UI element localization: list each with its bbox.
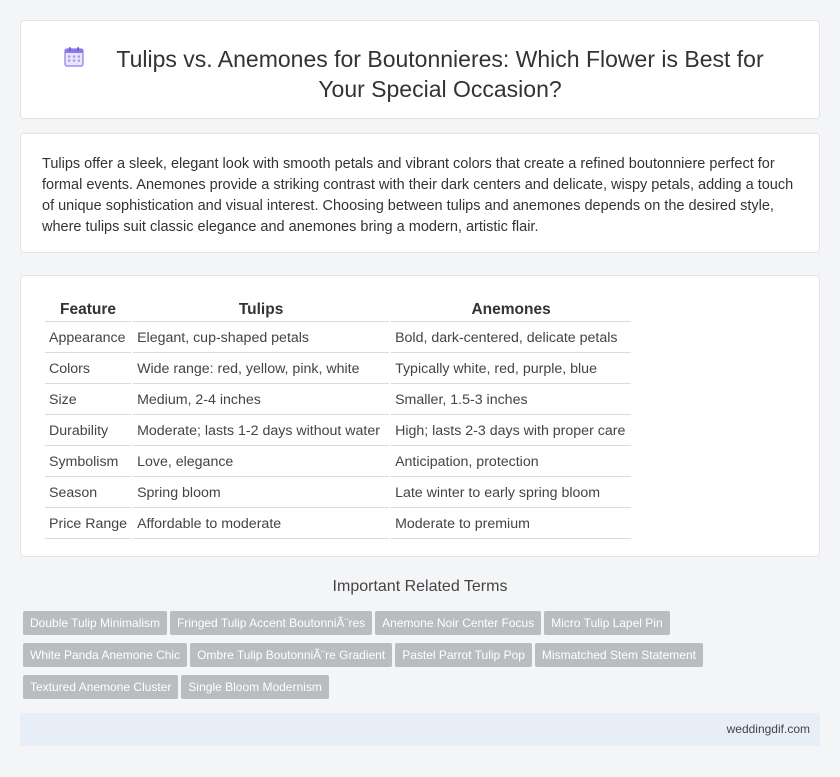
related-term-tag[interactable]: Textured Anemone Cluster [23,675,178,699]
related-term-tag[interactable]: Double Tulip Minimalism [23,611,167,635]
table-cell: Season [45,479,131,508]
table-cell: Colors [45,355,131,384]
page-title: Tulips vs. Anemones for Boutonnieres: Which Flower is Best for Your Special Occasion? [116,46,764,102]
table-cell: Size [45,386,131,415]
table-cell: Medium, 2-4 inches [133,386,389,415]
title-card [20,20,820,119]
related-term-tag[interactable]: Fringed Tulip Accent BoutonniÃ¨res [170,611,372,635]
table-row [45,355,631,384]
table-row [45,510,631,539]
table-cell: Affordable to moderate [133,510,389,539]
related-terms-heading: Important Related Terms [332,578,508,595]
table-cell: Anticipation, protection [391,448,631,477]
table-row [45,448,631,477]
related-term-tag[interactable]: Ombre Tulip BoutonniÃ¨re Gradient [190,643,392,667]
related-term-tag[interactable]: Pastel Parrot Tulip Pop [395,643,532,667]
footer [20,713,820,746]
table-cell: Love, elegance [133,448,389,477]
table-row [45,479,631,508]
header-anemones: Anemones [391,298,631,322]
table-cell: Late winter to early spring bloom [391,479,631,508]
table-row [45,386,631,415]
intro-card [20,133,820,253]
intro-paragraph: Tulips offer a sleek, elegant look with smooth petals and vibrant colors that create a refined boutonniere perfect for formal events. Anemones provide a striking contrast with their dark centers and delicate, wispy petals, adding a touch of unique sophistication and visual interest. Choosing between tulips and anemones depends on the desired style, where tulips suit classic elegance and anemones bring a modern, artistic flair. [42,156,794,235]
table-cell: Appearance [45,324,131,353]
header-feature: Feature [45,298,131,322]
table-cell: Symbolism [45,448,131,477]
table-cell: Elegant, cup-shaped petals [133,324,389,353]
table-row [45,324,631,353]
table-cell: Smaller, 1.5-3 inches [391,386,631,415]
related-term-tag[interactable]: Anemone Noir Center Focus [375,611,541,635]
table-cell: Moderate; lasts 1-2 days without water [133,417,389,446]
table-header-row [45,298,631,322]
comparison-table [43,296,633,541]
related-term-tag[interactable]: Micro Tulip Lapel Pin [544,611,669,635]
header-tulips: Tulips [133,298,389,322]
table-cell: Typically white, red, purple, blue [391,355,631,384]
related-term-tag[interactable]: White Panda Anemone Chic [23,643,187,667]
table-cell: Durability [45,417,131,446]
related-terms-list [23,611,723,707]
related-term-tag[interactable]: Mismatched Stem Statement [535,643,703,667]
table-cell: Moderate to premium [391,510,631,539]
table-cell: Price Range [45,510,131,539]
table-cell: Wide range: red, yellow, pink, white [133,355,389,384]
table-row [45,417,631,446]
related-term-tag[interactable]: Single Bloom Modernism [181,675,328,699]
table-cell: High; lasts 2-3 days with proper care [391,417,631,446]
table-cell: Bold, dark-centered, delicate petals [391,324,631,353]
table-cell: Spring bloom [133,479,389,508]
footer-site-link[interactable]: weddingdif.com [726,722,810,736]
comparison-card [20,275,820,557]
